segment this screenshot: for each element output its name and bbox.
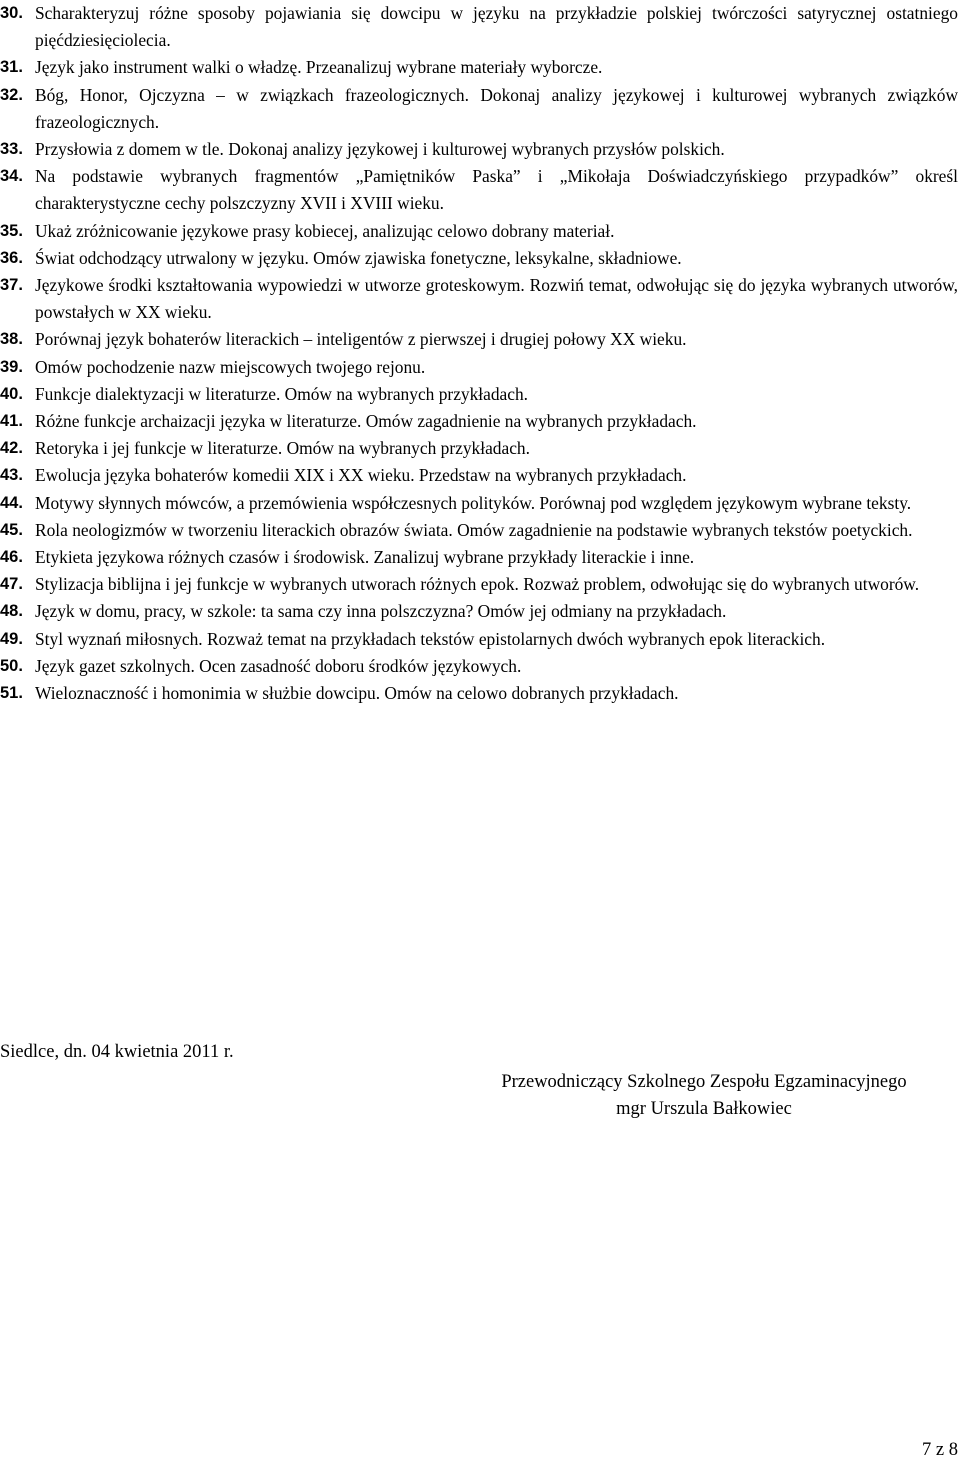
topic-text: Styl wyznań miłosnych. Rozważ temat na przykładach tekstów epistolarnych dwóch wybranych epok literackich.: [35, 628, 826, 649]
topic-text: Ewolucja języka bohaterów komedii XIX i XX wieku. Przedstaw na wybranych przykładach.: [35, 465, 687, 486]
topic-text: Ukaż zróżnicowanie językowe prasy kobiecej, analizując celowo dobrany materiał.: [35, 220, 615, 241]
topic-number: 30.: [0, 4, 23, 22]
topic-text: Świat odchodzący utrwalony w języku. Omów zjawiska fonetyczne, leksykalne, składniowe.: [35, 247, 682, 268]
topic-number: 45.: [0, 520, 23, 539]
topic-number: 35.: [0, 221, 23, 240]
topic-item: [0, 653, 960, 680]
topic-number: 48.: [0, 602, 23, 621]
topic-item: [0, 626, 960, 653]
topic-number: 50.: [0, 656, 23, 675]
topic-item: [0, 680, 960, 707]
topic-item: [0, 517, 960, 544]
topic-text: Scharakteryzuj różne sposoby pojawiania się dowcipu w języku na przykładzie polskiej twórczości satyrycznej ostatniego pięćdziesięciolecia.: [35, 3, 958, 51]
topic-item: [0, 136, 960, 163]
topic-number: 32.: [0, 85, 23, 104]
topic-item: [0, 544, 960, 571]
topic-number: 37.: [0, 276, 23, 295]
topic-item: [0, 354, 960, 381]
topic-item: [0, 490, 960, 517]
topic-text: Funkcje dialektyzacji w literaturze. Omów na wybranych przykładach.: [35, 383, 529, 404]
topic-text: Retoryka i jej funkcje w literaturze. Omów na wybranych przykładach.: [35, 438, 530, 459]
topic-text: Język w domu, pracy, w szkole: ta sama czy inna polszczyzna? Omów jej odmiany na przykładach.: [35, 601, 727, 622]
topic-number: 43.: [0, 466, 23, 485]
topic-number: 41.: [0, 412, 23, 431]
topic-item: [0, 218, 960, 245]
topic-number: 38.: [0, 330, 23, 349]
signature-block: [448, 1069, 960, 1123]
topic-item: [0, 54, 960, 81]
topic-text: Motywy słynnych mówców, a przemówienia współczesnych polityków. Porównaj pod względem językowym wybrane teksty.: [35, 492, 912, 513]
topic-text: Na podstawie wybranych fragmentów „Pamiętników Paska” i „Mikołaja Doświadczyńskiego przypadków” określ charakterystyczne cechy polszczyzny XVII i XVIII wieku.: [35, 166, 958, 214]
topic-text: Język jako instrument walki o władzę. Przeanalizuj wybrane materiały wyborcze.: [35, 57, 603, 78]
topic-text: Rola neologizmów w tworzeniu literackich obrazów świata. Omów zagadnienie na podstawie wybranych tekstów poetyckich.: [35, 519, 913, 540]
topic-number: 36.: [0, 248, 23, 267]
topic-item: [0, 571, 960, 598]
topic-text: Porównaj język bohaterów literackich – inteligentów z pierwszej i drugiej połowy XX wieku.: [35, 329, 687, 350]
topic-number: 51.: [0, 684, 23, 703]
topic-text: Omów pochodzenie nazw miejscowych twojego rejonu.: [35, 356, 426, 377]
topic-item: [0, 435, 960, 462]
topic-number: 39.: [0, 357, 23, 376]
topic-text: Wieloznaczność i homonimia w służbie dowcipu. Omów na celowo dobranych przykładach.: [35, 683, 679, 704]
topic-number: 44.: [0, 493, 23, 512]
topic-number: 34.: [0, 167, 23, 186]
page-number: 7 z 8: [922, 1440, 958, 1460]
topic-number: 46.: [0, 548, 23, 567]
topic-item: [0, 381, 960, 408]
topic-text: Różne funkcje archaizacji języka w literaturze. Omów zagadnienie na wybranych przykładach.: [35, 411, 697, 432]
topic-item: [0, 272, 960, 326]
topic-list: [0, 0, 960, 707]
topic-item: [0, 82, 960, 136]
place-date: Siedlce, dn. 04 kwietnia 2011 r.: [0, 1042, 234, 1062]
signature-name: mgr Urszula Bałkowiec: [616, 1099, 792, 1119]
topic-item: [0, 462, 960, 489]
topic-text: Język gazet szkolnych. Ocen zasadność doboru środków językowych.: [35, 655, 522, 676]
topic-item: [0, 326, 960, 353]
topic-number: 49.: [0, 629, 23, 648]
topic-number: 47.: [0, 575, 23, 594]
topic-item: [0, 245, 960, 272]
topic-text: Językowe środki kształtowania wypowiedzi w utworze groteskowym. Rozwiń temat, odwołując się do języka wybranych utworów, powstałych w XX wieku.: [35, 275, 958, 323]
topic-item: [0, 0, 960, 54]
topic-text: Etykieta językowa różnych czasów i środowisk. Zanalizuj wybrane przykłady literackie i inne.: [35, 547, 695, 568]
topic-text: Przysłowia z domem w tle. Dokonaj analizy językowej i kulturowej wybranych przysłów polskich.: [35, 139, 725, 160]
topic-item: [0, 163, 960, 217]
topic-item: [0, 408, 960, 435]
topic-number: 31.: [0, 58, 23, 77]
topic-text: Stylizacja biblijna i jej funkcje w wybranych utworach różnych epok. Rozważ problem, odwołując się do wybranych utworów.: [35, 574, 920, 595]
topic-number: 42.: [0, 439, 23, 458]
topic-number: 33.: [0, 140, 23, 159]
signature-title: Przewodniczący Szkolnego Zespołu Egzaminacyjnego: [501, 1072, 907, 1092]
topic-text: Bóg, Honor, Ojczyzna – w związkach frazeologicznych. Dokonaj analizy językowej i kulturowej wybranych związków frazeologicznych.: [35, 84, 958, 132]
topic-number: 40.: [0, 384, 23, 403]
topic-item: [0, 598, 960, 625]
